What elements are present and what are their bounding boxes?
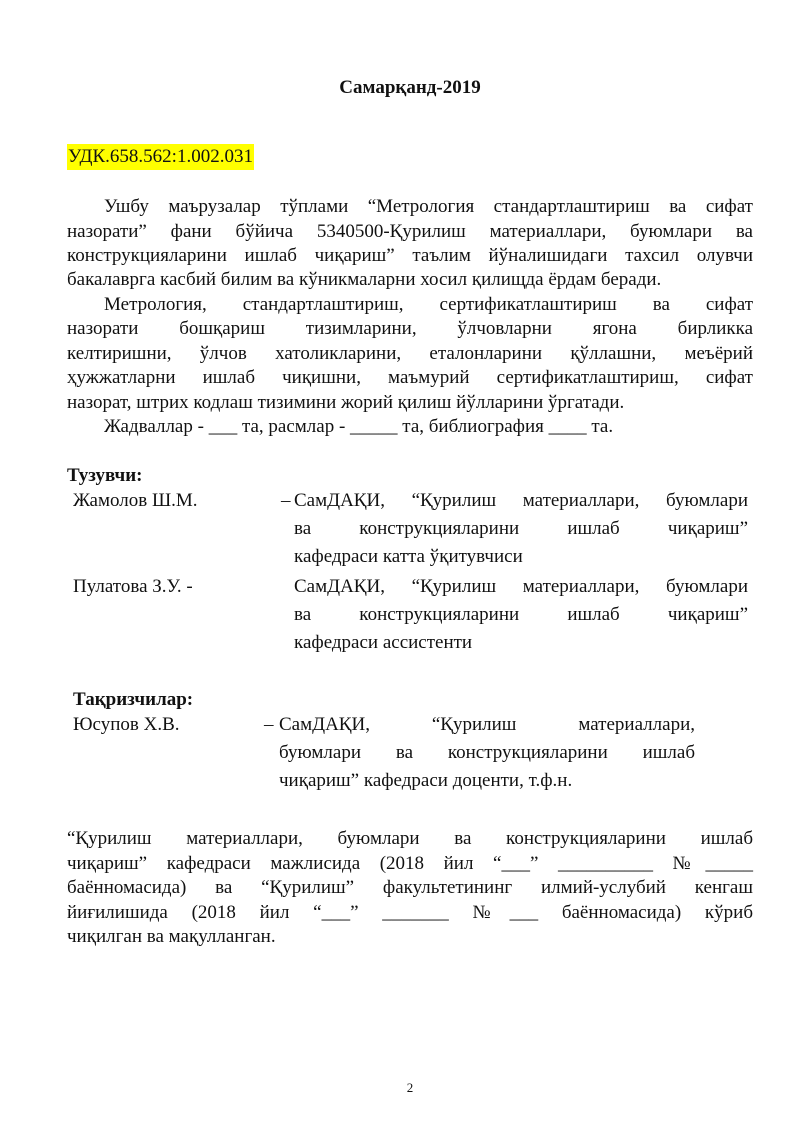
reviewer-name: Юсупов Х.В. [73, 714, 180, 735]
affiliation-line: ва конструкцияларини ишлаб чиқариш” [294, 604, 748, 625]
affiliation-line: кафедраси ассистенти [294, 632, 473, 653]
text-line: йиғилишида (2018 йил “___” _______ №___ баённомасида) кўриб [67, 902, 753, 923]
reviewers-heading: Тақризчилар: [73, 689, 194, 710]
text-line: назорат, штрих кодлаш тизимини жорий қилиш йўлларини ўргатади. [67, 392, 625, 413]
compilers-heading: Тузувчи: [67, 465, 143, 486]
affiliation-line: кафедраси катта ўқитувчиси [294, 546, 523, 567]
text-line: келтиришни, ўлчов хатоликларини, еталонларини қўллашни, меъёрий [67, 343, 753, 364]
stats-line: Жадваллар - ___ та, расмлар - _____ та, библиография ____ та. [104, 416, 614, 437]
dash: – [281, 490, 291, 511]
text-line: назорати бошқариш тизимларини, ўлчовларни ягона бирликка [67, 318, 753, 339]
text-line: ҳужжатларни ишлаб чиқишни, маъмурий сертификатлаштириш, сифат [67, 367, 753, 388]
affiliation-line: буюмлари ва конструкцияларини ишлаб [279, 742, 695, 763]
compiler-name: Жамолов Ш.М. [73, 490, 198, 511]
text-line: баённомасида) ва “Қурилиш” факультетининг илмий-услубий кенгаш [67, 877, 753, 898]
text-line: Ушбу маърузалар тўплами “Метрология стандартлаштириш ва сифат [104, 196, 753, 217]
text-line: назорати” фани бўйича 5340500-Қурилиш материаллари, буюмлари ва [67, 221, 753, 242]
affiliation-line: чиқариш” кафедраси доценти, т.ф.н. [279, 770, 573, 791]
affiliation-line: СамДАҚИ, “Қурилиш материаллари, буюмлари [294, 576, 748, 597]
text-line: конструкцияларини ишлаб чиқариш” таълим йўналишидаги тахсил олувчи [67, 245, 753, 266]
text-line: чиқилган ва мақулланган. [67, 926, 276, 947]
udc-code: УДК.658.562:1.002.031 [67, 144, 254, 170]
affiliation-line: СамДАҚИ, “Қурилиш материаллари, [279, 714, 695, 735]
page-number: 2 [406, 1080, 414, 1095]
dash: – [264, 714, 274, 735]
affiliation-line: ва конструкцияларини ишлаб чиқариш” [294, 518, 748, 539]
document-title: Самарқанд-2019 [339, 77, 481, 98]
text-line: Метрология, стандартлаштириш, сертификатлаштириш ва сифат [104, 294, 753, 315]
compiler-name: Пулатова З.У. - [73, 576, 193, 597]
affiliation-line: СамДАҚИ, “Қурилиш материаллари, буюмлари [294, 490, 748, 511]
text-line: бакалаврга касбий билим ва кўникмаларни хосил қилищда ёрдам беради. [67, 269, 662, 290]
text-line: чиқариш” кафедраси мажлисида (2018 йил “___” __________ №_____ [67, 853, 753, 874]
text-line: “Қурилиш материаллари, буюмлари ва конструкцияларини ишлаб [67, 828, 753, 849]
